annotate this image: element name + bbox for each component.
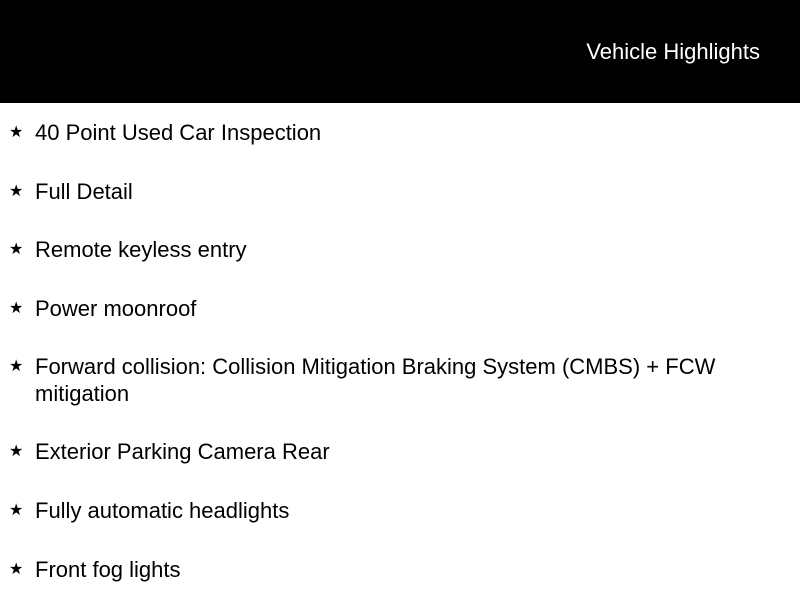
star-icon: ★ (9, 559, 24, 578)
highlight-label: 40 Point Used Car Inspection (35, 120, 322, 145)
highlight-label: Exterior Parking Camera Rear (35, 439, 330, 464)
star-icon: ★ (9, 239, 24, 258)
page-title: Vehicle Highlights (586, 39, 760, 64)
highlight-label: Full Detail (35, 179, 133, 204)
highlight-label: Front fog lights (35, 557, 181, 582)
star-icon: ★ (9, 441, 24, 460)
star-icon: ★ (9, 500, 24, 519)
highlight-label: Power moonroof (35, 296, 197, 321)
star-icon: ★ (9, 298, 24, 317)
header-bar (0, 0, 800, 103)
star-icon: ★ (9, 181, 24, 200)
star-icon: ★ (9, 122, 24, 141)
highlight-label: Remote keyless entry (35, 237, 247, 262)
star-icon: ★ (9, 356, 24, 375)
highlight-label: Fully automatic headlights (35, 498, 290, 523)
highlight-label: Forward collision: Collision Mitigation Braking System (CMBS) + FCW mitigation (35, 354, 716, 406)
